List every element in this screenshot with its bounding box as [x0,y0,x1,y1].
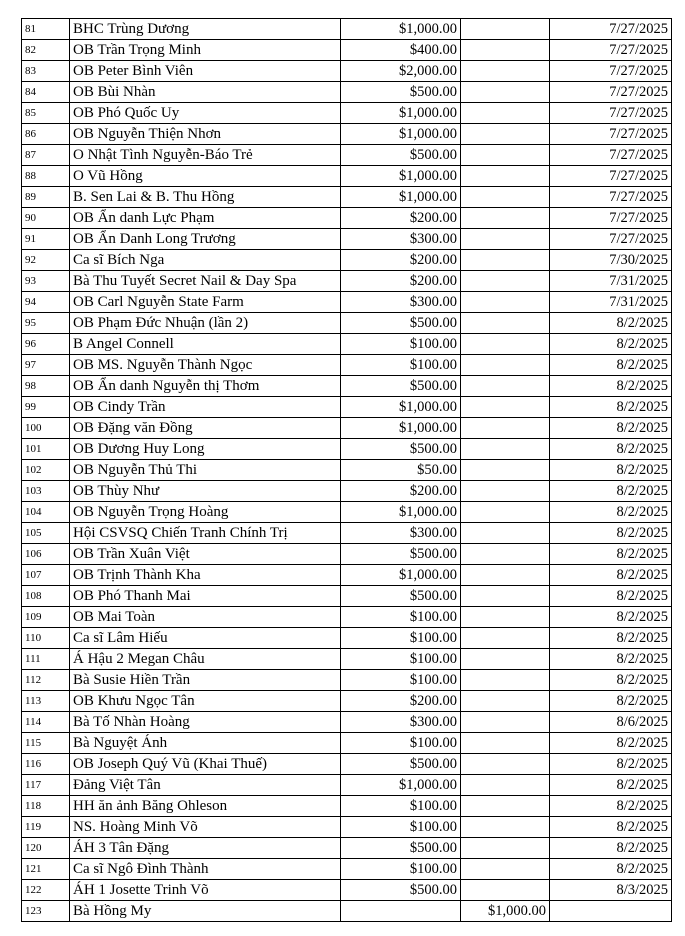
row-number: 110 [22,628,70,649]
donor-name: ÁH 1 Josette Trinh Võ [70,880,341,901]
donation-amount-alt [461,166,550,187]
table-row [22,250,672,271]
donor-name: OB Trịnh Thành Kha [70,565,341,586]
donation-amount-alt [461,439,550,460]
donation-amount-alt [461,418,550,439]
table-row [22,901,672,922]
row-number: 104 [22,502,70,523]
donation-amount: $100.00 [341,649,461,670]
table-row [22,61,672,82]
donation-date: 7/30/2025 [550,250,672,271]
table-row [22,439,672,460]
donation-date: 7/27/2025 [550,82,672,103]
table-row [22,775,672,796]
table-row [22,859,672,880]
donor-name: O Nhật Tình Nguyễn-Báo Trẻ [70,145,341,166]
donor-name: Đảng Việt Tân [70,775,341,796]
donation-amount: $500.00 [341,586,461,607]
donation-date: 8/2/2025 [550,754,672,775]
row-number: 90 [22,208,70,229]
donor-name: HH ăn ảnh Băng Ohleson [70,796,341,817]
donation-amount: $1,000.00 [341,502,461,523]
donation-amount-alt [461,502,550,523]
row-number: 119 [22,817,70,838]
donation-date: 8/2/2025 [550,565,672,586]
row-number: 118 [22,796,70,817]
donation-amount-alt [461,61,550,82]
donation-date: 7/27/2025 [550,19,672,40]
donation-date: 8/2/2025 [550,460,672,481]
donation-amount: $500.00 [341,145,461,166]
donor-name: OB Ẩn danh Nguyễn thị Thơm [70,376,341,397]
row-number: 86 [22,124,70,145]
row-number: 111 [22,649,70,670]
donor-name: Bà Tố Nhàn Hoàng [70,712,341,733]
donation-amount-alt [461,733,550,754]
donation-amount: $100.00 [341,733,461,754]
donor-name: OB Nguyễn Thiện Nhơn [70,124,341,145]
donation-amount: $100.00 [341,628,461,649]
donation-amount-alt [461,712,550,733]
row-number: 123 [22,901,70,922]
donation-amount: $200.00 [341,250,461,271]
donation-amount: $300.00 [341,523,461,544]
table-row [22,397,672,418]
donation-amount-alt [461,754,550,775]
donation-amount-alt [461,355,550,376]
table-row [22,754,672,775]
table-row [22,103,672,124]
donation-amount: $300.00 [341,229,461,250]
table-row [22,19,672,40]
donation-amount-alt [461,670,550,691]
donation-amount: $1,000.00 [341,19,461,40]
donation-amount-alt [461,187,550,208]
donation-amount-alt [461,586,550,607]
donor-name: Bà Nguyệt Ánh [70,733,341,754]
donor-name: NS. Hoàng Minh Võ [70,817,341,838]
donation-date: 7/27/2025 [550,124,672,145]
row-number: 107 [22,565,70,586]
table-row [22,271,672,292]
donation-amount-alt [461,838,550,859]
row-number: 81 [22,19,70,40]
donation-date: 8/2/2025 [550,859,672,880]
donation-amount: $500.00 [341,544,461,565]
table-row [22,691,672,712]
donation-amount-alt: $1,000.00 [461,901,550,922]
table-row [22,292,672,313]
table-row [22,565,672,586]
donor-name: Bà Hồng My [70,901,341,922]
table-row [22,460,672,481]
donation-date: 7/31/2025 [550,292,672,313]
donation-amount: $1,000.00 [341,775,461,796]
donation-amount-alt [461,208,550,229]
donation-amount: $500.00 [341,439,461,460]
donor-name: OB Cindy Trần [70,397,341,418]
donation-date: 8/2/2025 [550,586,672,607]
table-row [22,82,672,103]
donor-name: OB Phó Thanh Mai [70,586,341,607]
donation-amount-alt [461,250,550,271]
row-number: 112 [22,670,70,691]
donation-date: 8/2/2025 [550,796,672,817]
row-number: 113 [22,691,70,712]
donation-amount-alt [461,460,550,481]
donation-date: 8/2/2025 [550,691,672,712]
donor-name: OB Mai Toàn [70,607,341,628]
row-number: 94 [22,292,70,313]
donation-date: 8/2/2025 [550,481,672,502]
donation-amount-alt [461,397,550,418]
row-number: 115 [22,733,70,754]
table-row [22,481,672,502]
donation-date: 8/2/2025 [550,313,672,334]
donation-amount: $1,000.00 [341,565,461,586]
donation-date: 8/2/2025 [550,607,672,628]
donation-date: 8/2/2025 [550,418,672,439]
donation-amount-alt [461,544,550,565]
table-row [22,649,672,670]
row-number: 85 [22,103,70,124]
table-row [22,880,672,901]
donation-amount: $100.00 [341,607,461,628]
donation-amount: $300.00 [341,712,461,733]
donation-amount: $50.00 [341,460,461,481]
table-row [22,523,672,544]
row-number: 88 [22,166,70,187]
row-number: 93 [22,271,70,292]
donation-amount: $500.00 [341,754,461,775]
donor-name: OB Carl Nguyễn State Farm [70,292,341,313]
row-number: 92 [22,250,70,271]
donation-date: 7/27/2025 [550,187,672,208]
donor-name: Á Hậu 2 Megan Châu [70,649,341,670]
donation-amount-alt [461,292,550,313]
row-number: 89 [22,187,70,208]
row-number: 82 [22,40,70,61]
donation-date: 8/2/2025 [550,775,672,796]
donation-amount: $1,000.00 [341,418,461,439]
donation-amount: $1,000.00 [341,124,461,145]
donation-date: 8/2/2025 [550,733,672,754]
table-row [22,187,672,208]
donation-date: 8/2/2025 [550,838,672,859]
donor-name: OB Bùi Nhàn [70,82,341,103]
donor-name: OB Nguyễn Thủ Thi [70,460,341,481]
donation-amount-alt [461,880,550,901]
table-row [22,838,672,859]
row-number: 103 [22,481,70,502]
row-number: 106 [22,544,70,565]
donor-name: OB Đặng văn Đồng [70,418,341,439]
row-number: 83 [22,61,70,82]
donation-amount: $100.00 [341,334,461,355]
donation-amount-alt [461,103,550,124]
donation-amount-alt [461,229,550,250]
donation-amount: $1,000.00 [341,103,461,124]
row-number: 116 [22,754,70,775]
donation-date: 8/2/2025 [550,376,672,397]
donation-date: 7/27/2025 [550,229,672,250]
donation-amount [341,901,461,922]
donation-amount-alt [461,691,550,712]
donation-date: 8/2/2025 [550,670,672,691]
donation-date: 8/2/2025 [550,523,672,544]
donation-amount: $500.00 [341,313,461,334]
table-row [22,313,672,334]
table-row [22,607,672,628]
donation-amount: $500.00 [341,880,461,901]
donor-name: Hội CSVSQ Chiến Tranh Chính Trị [70,523,341,544]
table-row [22,166,672,187]
table-row [22,628,672,649]
table-row [22,733,672,754]
donor-name: OB Trần Trọng Minh [70,40,341,61]
donation-amount-alt [461,481,550,502]
table-row [22,145,672,166]
donation-amount-alt [461,628,550,649]
donation-date: 8/2/2025 [550,817,672,838]
table-row [22,355,672,376]
donation-amount: $200.00 [341,208,461,229]
row-number: 102 [22,460,70,481]
donor-name: Bà Thu Tuyết Secret Nail & Day Spa [70,271,341,292]
table-row [22,544,672,565]
row-number: 105 [22,523,70,544]
donor-name: B Angel Connell [70,334,341,355]
donor-name: OB Khưu Ngọc Tân [70,691,341,712]
table-row [22,376,672,397]
donation-amount: $100.00 [341,859,461,880]
donor-name: B. Sen Lai & B. Thu Hồng [70,187,341,208]
donation-date: 7/27/2025 [550,103,672,124]
donation-date [550,901,672,922]
donation-date: 8/3/2025 [550,880,672,901]
donation-amount: $2,000.00 [341,61,461,82]
donor-name: OB Nguyễn Trọng Hoàng [70,502,341,523]
table-row [22,418,672,439]
donation-date: 8/2/2025 [550,649,672,670]
donation-date: 7/27/2025 [550,166,672,187]
donation-amount-alt [461,859,550,880]
row-number: 97 [22,355,70,376]
donor-name: O Vũ Hồng [70,166,341,187]
donor-name: ÁH 3 Tân Đặng [70,838,341,859]
donor-table [21,18,672,922]
row-number: 120 [22,838,70,859]
donation-date: 8/2/2025 [550,355,672,376]
donor-name: Ca sĩ Ngô Đình Thành [70,859,341,880]
donation-amount-alt [461,523,550,544]
donation-amount: $500.00 [341,838,461,859]
row-number: 121 [22,859,70,880]
donor-name: OB MS. Nguyễn Thành Ngọc [70,355,341,376]
donation-amount: $100.00 [341,670,461,691]
donation-amount-alt [461,82,550,103]
donation-amount: $100.00 [341,796,461,817]
donor-name: OB Dương Huy Long [70,439,341,460]
donation-amount: $500.00 [341,82,461,103]
donation-amount-alt [461,334,550,355]
table-row [22,40,672,61]
donor-name: OB Peter Bình Viên [70,61,341,82]
row-number: 108 [22,586,70,607]
table-row [22,208,672,229]
row-number: 122 [22,880,70,901]
donation-date: 7/27/2025 [550,208,672,229]
donor-name: Bà Susie Hiền Trần [70,670,341,691]
table-row [22,712,672,733]
table-row [22,586,672,607]
donation-amount: $300.00 [341,292,461,313]
row-number: 109 [22,607,70,628]
donation-date: 8/2/2025 [550,502,672,523]
row-number: 100 [22,418,70,439]
donor-name: OB Ẩn Danh Long Trương [70,229,341,250]
donation-amount-alt [461,19,550,40]
donor-name: Ca sĩ Bích Nga [70,250,341,271]
donation-amount-alt [461,313,550,334]
donation-amount-alt [461,376,550,397]
donation-amount: $100.00 [341,817,461,838]
donor-name: OB Joseph Quý Vũ (Khai Thuế) [70,754,341,775]
row-number: 99 [22,397,70,418]
donation-amount-alt [461,40,550,61]
donation-amount: $1,000.00 [341,166,461,187]
row-number: 117 [22,775,70,796]
donation-amount: $200.00 [341,481,461,502]
donation-amount: $400.00 [341,40,461,61]
donation-amount-alt [461,607,550,628]
row-number: 114 [22,712,70,733]
table-row [22,670,672,691]
row-number: 96 [22,334,70,355]
donation-amount: $200.00 [341,271,461,292]
donation-date: 7/27/2025 [550,145,672,166]
row-number: 101 [22,439,70,460]
row-number: 87 [22,145,70,166]
donation-amount: $1,000.00 [341,397,461,418]
donation-date: 8/2/2025 [550,628,672,649]
donation-date: 7/27/2025 [550,40,672,61]
donation-amount-alt [461,649,550,670]
donor-name: OB Phạm Đức Nhuận (lần 2) [70,313,341,334]
donation-amount: $1,000.00 [341,187,461,208]
row-number: 95 [22,313,70,334]
donation-amount: $200.00 [341,691,461,712]
table-row [22,502,672,523]
donor-table-body [22,19,672,922]
table-row [22,817,672,838]
donation-amount: $100.00 [341,355,461,376]
table-row [22,229,672,250]
donation-date: 8/2/2025 [550,439,672,460]
donation-date: 8/2/2025 [550,397,672,418]
table-row [22,796,672,817]
table-row [22,334,672,355]
donation-date: 8/2/2025 [550,544,672,565]
donation-amount: $500.00 [341,376,461,397]
row-number: 98 [22,376,70,397]
donation-amount-alt [461,775,550,796]
donor-name: OB Ẩn danh Lực Phạm [70,208,341,229]
donation-amount-alt [461,796,550,817]
donation-amount-alt [461,145,550,166]
donation-amount-alt [461,124,550,145]
donor-name: OB Trần Xuân Việt [70,544,341,565]
donor-name: OB Thùy Như [70,481,341,502]
row-number: 91 [22,229,70,250]
donor-name: Ca sĩ Lâm Hiếu [70,628,341,649]
table-row [22,124,672,145]
donor-name: BHC Trùng Dương [70,19,341,40]
donation-date: 7/31/2025 [550,271,672,292]
row-number: 84 [22,82,70,103]
donation-date: 8/2/2025 [550,334,672,355]
donor-name: OB Phó Quốc Uy [70,103,341,124]
donation-amount-alt [461,565,550,586]
donation-amount-alt [461,271,550,292]
donation-amount-alt [461,817,550,838]
donation-date: 8/6/2025 [550,712,672,733]
donation-date: 7/27/2025 [550,61,672,82]
